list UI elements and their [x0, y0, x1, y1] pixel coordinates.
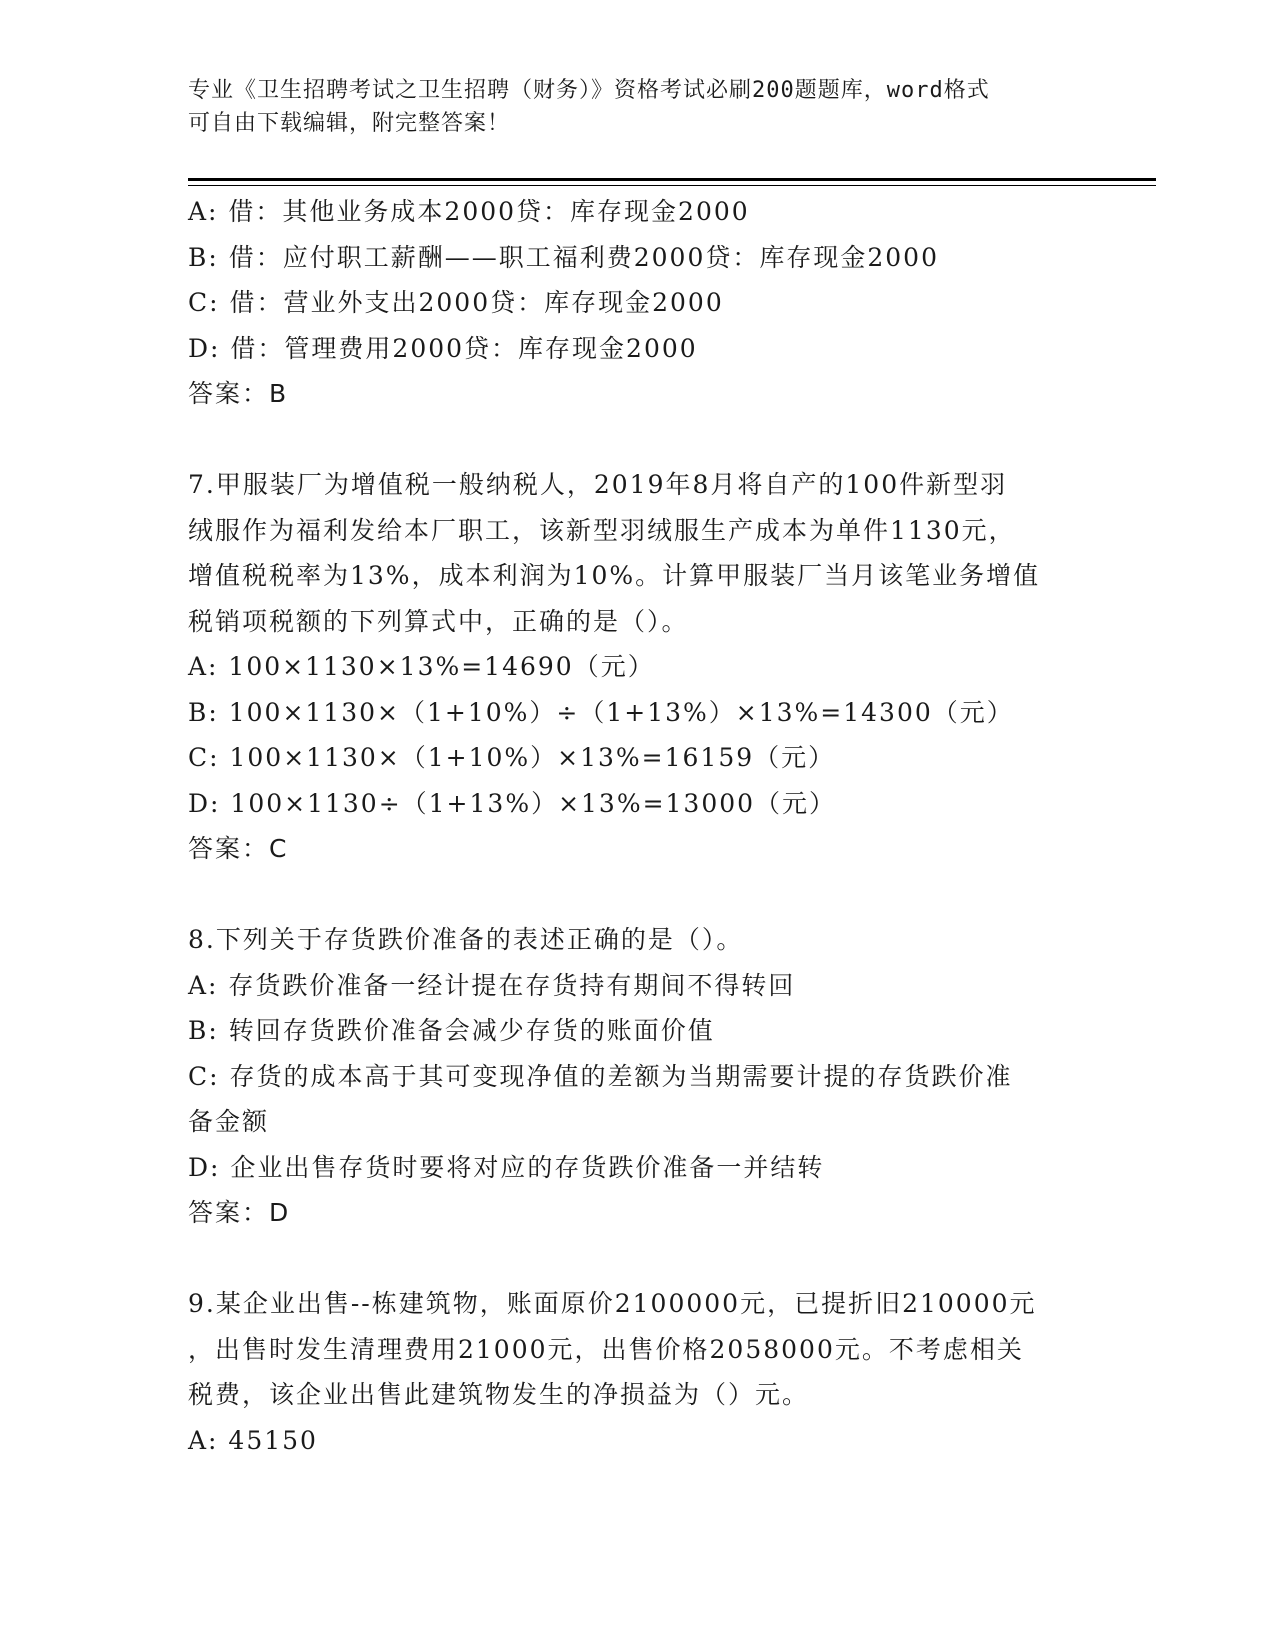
spacer	[188, 1236, 1088, 1282]
header-title-line-1: 专业《卫生招聘考试之卫生招聘（财务）》资格考试必刷200题题库，word格式	[188, 78, 990, 103]
option-c-continued: 备金额	[188, 1107, 270, 1136]
option-d: D: 借：管理费用2000贷：库存现金2000	[188, 333, 698, 363]
option-b: B: 借：应付职工薪酬——职工福利费2000贷：库存现金2000	[188, 242, 939, 272]
question-8	[188, 917, 1088, 1236]
question-stem-line: ，出售时发生清理费用21000元，出售价格2058000元。不考虑相关	[188, 1334, 1024, 1364]
question-7	[188, 462, 1088, 872]
option-d: D: 企业出售存货时要将对应的存货跌价准备一并结转	[188, 1152, 825, 1182]
header-divider-thin	[188, 185, 1156, 186]
question-stem-line: 8.下列关于存货跌价准备的表述正确的是（）。	[188, 925, 744, 954]
question-stem-line: 税销项税额的下列算式中，正确的是（）。	[188, 606, 689, 636]
answer-line: 答案：C	[188, 834, 289, 863]
answer-line: 答案：B	[188, 379, 289, 408]
header-divider-thick	[188, 178, 1156, 181]
spacer	[188, 417, 1088, 463]
question-stem-line: 9.某企业出售--栋建筑物，账面原价2100000元，已提折旧210000元	[188, 1289, 1037, 1318]
question-stem-line: 绒服作为福利发给本厂职工，该新型羽绒服生产成本为单件1130元，	[188, 515, 1016, 545]
spacer	[188, 872, 1088, 918]
option-d: D: 100×1130÷（1+13%）×13%=13000（元）	[188, 788, 837, 818]
answer-line: 答案：D	[188, 1198, 291, 1227]
option-a: A: 100×1130×13%=14690（元）	[188, 652, 655, 681]
question-stem-line: 税费，该企业出售此建筑物发生的净损益为（）元。	[188, 1380, 810, 1409]
question-stem-line: 7.甲服装厂为增值税一般纳税人，2019年8月将自产的100件新型羽	[188, 470, 1008, 499]
question-stem-line: 增值税税率为13%，成本利润为10%。计算甲服装厂当月该笔业务增值	[188, 561, 1041, 590]
option-b: B: 转回存货跌价准备会减少存货的账面价值	[188, 1016, 715, 1045]
option-b: B: 100×1130×（1+10%）÷（1+13%）×13%=14300（元）	[188, 697, 1014, 727]
option-a: A: 存货跌价准备一经计提在存货持有期间不得转回	[188, 970, 796, 1000]
question-list	[188, 189, 1088, 1463]
question-9	[188, 1281, 1088, 1463]
question-6	[188, 189, 1088, 417]
document-header	[188, 74, 1068, 140]
option-c: C: 存货的成本高于其可变现净值的差额为当期需要计提的存货跌价准	[188, 1061, 1013, 1091]
header-title-line-2: 可自由下载编辑，附完整答案！	[188, 111, 511, 136]
option-c: C: 100×1130×（1+10%）×13%=16159（元）	[188, 743, 836, 772]
option-c: C: 借：营业外支出2000贷：库存现金2000	[188, 288, 724, 317]
option-a: A: 借：其他业务成本2000贷：库存现金2000	[188, 197, 750, 226]
option-a: A: 45150	[188, 1425, 318, 1455]
